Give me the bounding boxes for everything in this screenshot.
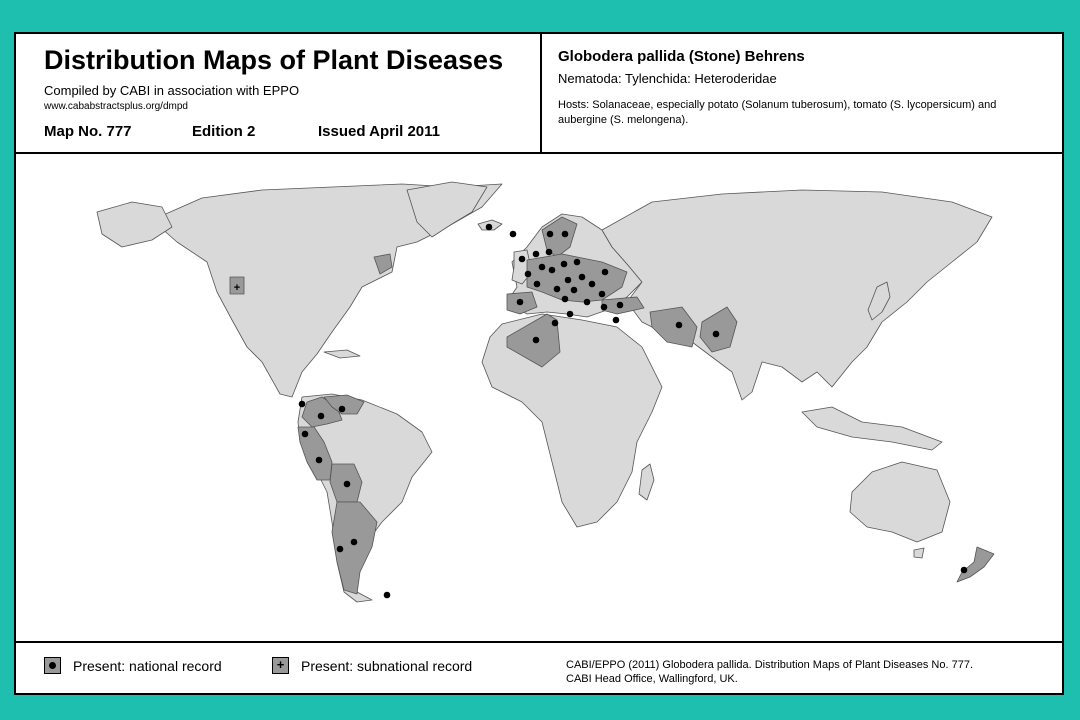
land-asia	[602, 190, 992, 400]
record-dot-slovakia	[579, 274, 586, 281]
legend-national	[44, 657, 222, 674]
species-name: Globodera pallida (Stone) Behrens	[558, 48, 805, 65]
land-australia	[850, 462, 950, 542]
record-dot-chile	[337, 546, 344, 553]
header-title-panel	[16, 34, 542, 152]
record-dot-ireland	[519, 256, 526, 263]
record-dot-netherlands	[539, 264, 546, 271]
record-dot-ecuador	[302, 431, 309, 438]
land-new-zealand	[957, 547, 994, 582]
citation-line-1: CABI/EPPO (2011) Globodera pallida. Distribution Maps of Plant Diseases No. 777.	[566, 659, 973, 671]
record-dot-italy	[562, 296, 569, 303]
record-dot-cyprus	[613, 317, 620, 324]
record-dot-bulgaria	[584, 299, 591, 306]
record-dot-panama	[299, 401, 306, 408]
record-dot-france	[534, 281, 541, 288]
record-dot-czech	[565, 277, 572, 284]
map-number: Map No. 777	[44, 123, 132, 140]
land-indonesia	[802, 407, 942, 450]
record-dot-sweden	[562, 231, 569, 238]
compiled-by: Compiled by CABI in association with EPPO	[44, 83, 300, 98]
issued-date: Issued April 2011	[318, 123, 441, 140]
record-dot-romania	[599, 291, 606, 298]
world-map-svg	[16, 154, 1062, 641]
header	[16, 34, 1062, 154]
legend-dot-icon	[44, 657, 61, 674]
legend-subnational-label: Present: subnational record	[301, 658, 473, 674]
record-dot-germany	[549, 267, 556, 274]
record-dot-lithuania	[574, 259, 581, 266]
record-dot-austria	[571, 287, 578, 294]
record-dot-spain	[517, 299, 524, 306]
record-dot-uk	[533, 251, 540, 258]
record-plus-usa: +	[233, 282, 241, 294]
website-link[interactable]: www.cababstractsplus.org/dmpd	[44, 101, 188, 112]
record-dot-iran	[676, 322, 683, 329]
record-dot-venezuela	[339, 406, 346, 413]
legend-national-label: Present: national record	[73, 658, 222, 674]
citation	[566, 658, 973, 686]
record-dot-algeria-north	[552, 320, 559, 327]
record-dot-algeria	[533, 337, 540, 344]
record-dot-denmark	[546, 249, 553, 256]
world-map	[16, 154, 1062, 641]
edition: Edition 2	[192, 123, 256, 140]
record-dot-peru	[316, 457, 323, 464]
record-dot-colombia	[318, 413, 325, 420]
record-dot-switzerland	[554, 286, 561, 293]
record-dot-tunisia	[567, 311, 574, 318]
land-cuba	[324, 350, 360, 358]
record-dot-pakistan	[713, 331, 720, 338]
page-title: Distribution Maps of Plant Diseases	[44, 45, 504, 75]
footer	[16, 641, 1062, 693]
citation-line-2: CABI Head Office, Wallingford, UK.	[566, 673, 738, 685]
record-dot-greece	[601, 304, 608, 311]
record-dot-iceland	[486, 224, 493, 231]
record-dot-belgium	[525, 271, 532, 278]
record-dot-bolivia	[344, 481, 351, 488]
species-taxonomy: Nematoda: Tylenchida: Heteroderidae	[558, 71, 777, 86]
record-dot-hungary	[589, 281, 596, 288]
species-panel	[542, 34, 1062, 152]
land-alaska	[97, 202, 172, 247]
record-dot-faroe	[510, 231, 517, 238]
record-dot-ukraine	[602, 269, 609, 276]
land-madagascar	[639, 464, 654, 500]
map-sheet	[14, 32, 1064, 695]
record-dot-falklands	[384, 592, 391, 599]
record-dot-turkey	[617, 302, 624, 309]
legend-subnational	[272, 657, 472, 674]
species-hosts: Hosts: Solanaceae, especially potato (Solanum tuberosum), tomato (S. lycopersicum) and aubergine (S. melongena).	[558, 99, 997, 126]
land-tasmania	[914, 548, 924, 558]
legend-plus-icon: +	[272, 657, 289, 674]
record-dot-argentina	[351, 539, 358, 546]
record-dot-poland	[561, 261, 568, 268]
record-dot-norway	[547, 231, 554, 238]
record-dot-new-zealand	[961, 567, 968, 574]
